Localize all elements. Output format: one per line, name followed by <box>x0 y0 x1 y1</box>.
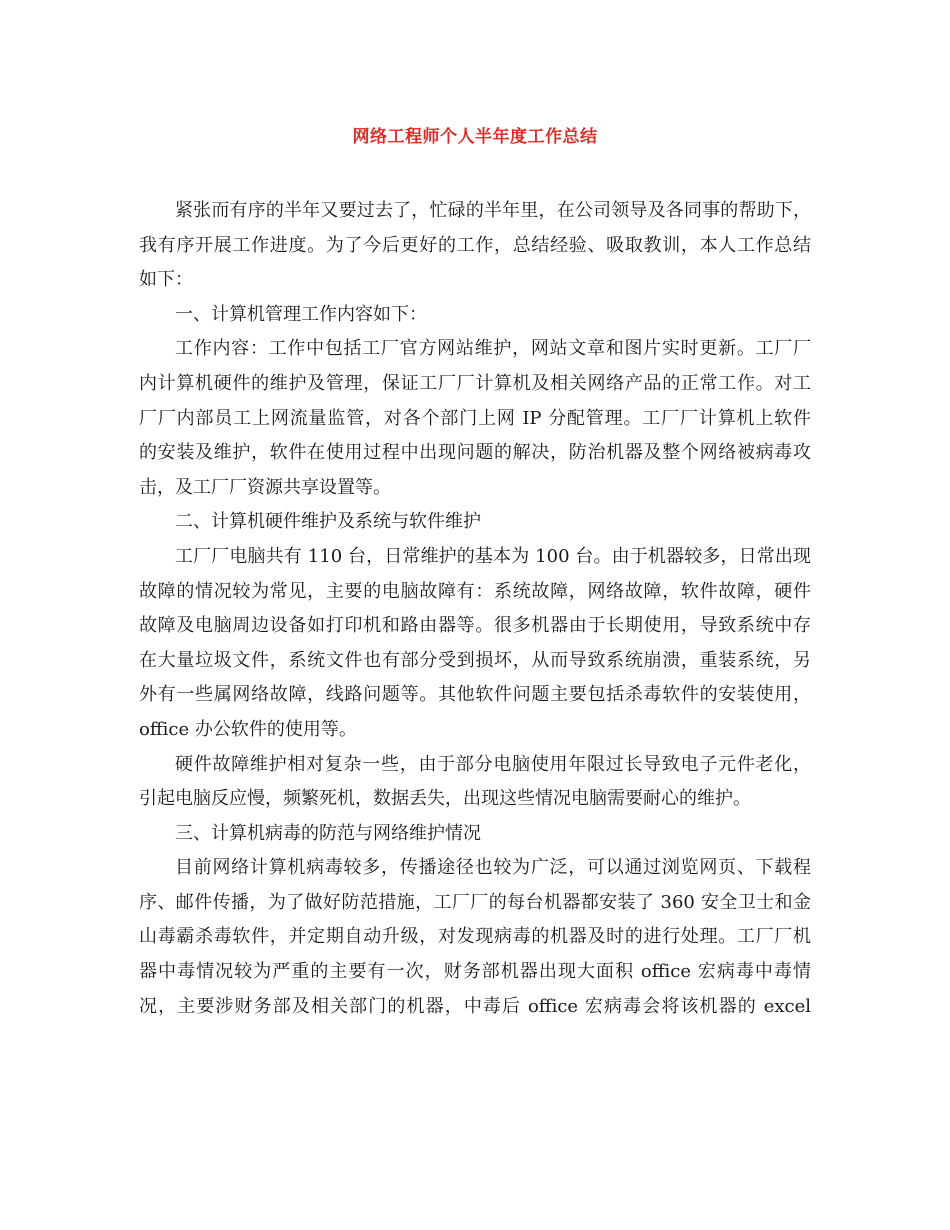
text-line: 工作内容：工作中包括工厂官方网站维护，网站文章和图片实时更新。工厂厂 <box>175 338 811 360</box>
document-title: 网络工程师个人半年度工作总结 <box>352 127 598 147</box>
text-line: 目前网络计算机病毒较多，传播途径也较为广泛，可以通过浏览网页、下载程 <box>175 857 811 879</box>
text-line: 山毒霸杀毒软件，并定期自动升级，对发现病毒的机器及时的进行处理。工厂厂机 <box>139 926 811 948</box>
text-line: office 办公软件的使用等。 <box>139 718 357 740</box>
document-body <box>139 194 811 1024</box>
text-line: 硬件故障维护相对复杂一些，由于部分电脑使用年限过长导致电子元件老化， <box>175 753 811 775</box>
text-line: 紧张而有序的半年又要过去了，忙碌的半年里，在公司领导及各同事的帮助下， <box>175 200 811 221</box>
text-line: 内计算机硬件的维护及管理，保证工厂厂计算机及相关网络产品的正常工作。对工 <box>139 372 811 394</box>
text-line: 在大量垃圾文件，系统文件也有部分受到损坏，从而导致系统崩溃，重装系统，另 <box>139 649 811 671</box>
text-line: 况，主要涉财务部及相关部门的机器，中毒后 office 宏病毒会将该机器的 excel <box>139 995 811 1017</box>
text-line: 故障及电脑周边设备如打印机和路由器等。很多机器由于长期使用，导致系统中存 <box>139 615 811 637</box>
text-line: 故障的情况较为常见，主要的电脑故障有：系统故障，网络故障，软件故障，硬件 <box>139 580 811 602</box>
text-line: 击，及工厂厂资源共享设置等。 <box>139 476 391 498</box>
text-line: 厂厂内部员工上网流量监管，对各个部门上网 IP 分配管理。工厂厂计算机上软件 <box>139 407 811 429</box>
text-line: 外有一些属网络故障，线路问题等。其他软件问题主要包括杀毒软件的安装使用， <box>139 684 811 706</box>
text-line: 二、计算机硬件维护及系统与软件维护 <box>175 511 481 533</box>
text-line: 我有序开展工作进度。为了今后更好的工作，总结经验、吸取教训，本人工作总结 <box>139 234 811 256</box>
text-line: 序、邮件传播，为了做好防范措施，工厂厂的每台机器都安装了 360 安全卫士和金 <box>139 891 811 913</box>
text-line: 器中毒情况较为严重的主要有一次，财务部机器出现大面积 office 宏病毒中毒情 <box>139 961 811 983</box>
text-line: 如下： <box>139 269 193 291</box>
text-line: 一、计算机管理工作内容如下： <box>175 303 427 325</box>
text-line: 工厂厂电脑共有 110 台，日常维护的基本为 100 台。由于机器较多，日常出现 <box>175 545 811 567</box>
text-line: 的安装及维护，软件在使用过程中出现问题的解决，防治机器及整个网络被病毒攻 <box>139 442 811 464</box>
text-line: 引起电脑反应慢，频繁死机，数据丢失，出现这些情况电脑需要耐心的维护。 <box>139 788 751 810</box>
text-line: 三、计算机病毒的防范与网络维护情况 <box>175 822 481 844</box>
